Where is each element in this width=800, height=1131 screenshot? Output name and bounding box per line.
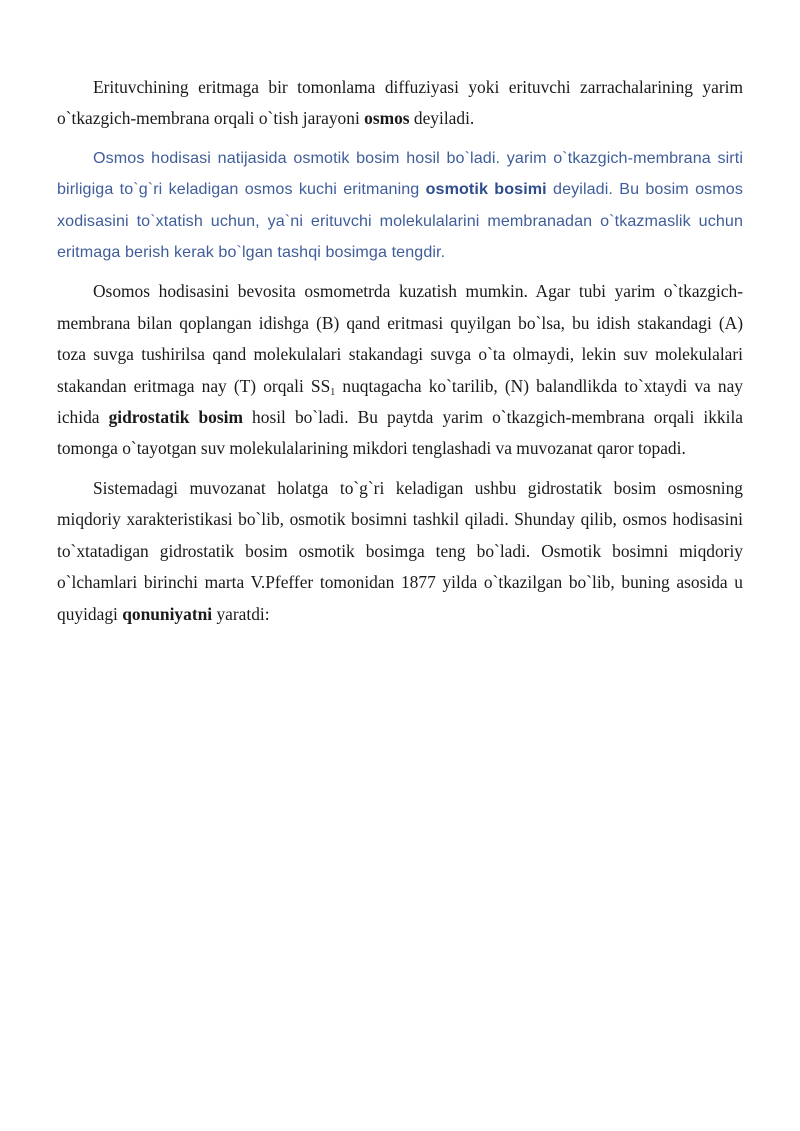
term-gidrostatik-bosim: gidrostatik bosim: [108, 407, 243, 428]
paragraph-osmometer: [57, 276, 743, 464]
term-osmos: osmos: [364, 108, 410, 129]
text-run: hosil bo`ladi. Bu paytda yarim o`tkazgich-membrana orqali ikkila tomonga o`tayotgan suv molekulalarining mikdori tenglashadi va muvozanat qaror topadi.: [57, 407, 743, 459]
text-run: Sistemadagi muvozanat holatga to`g`ri keladigan ushbu gidrostatik bosim osmosning miqdoriy xarakteristikasi bo`lib, osmotik bosimni tashkil qiladi. Shunday qilib, osmos hodisasini to`xtatadigan gidrostatik bosim osmotik bosimga teng bo`ladi. Osmotik bosimni miqdoriy o`lchamlari birinchi marta V.Pfeffer tomonidan 1877 yilda o`tkazilgan bo`lib, buning asosida u quyidagi: [57, 477, 743, 624]
paragraph-osmos-definition: [57, 72, 743, 135]
term-qonuniyatni: qonuniyatni: [122, 603, 213, 624]
subscript-1: 1: [330, 386, 336, 398]
text-run: Osomos hodisasini bevosita osmometrda kuzatish mumkin. Agar tubi yarim o`tkazgich-membrana bilan qoplangan idishga (B) qand eritmasi quyilgan bo`lsa, bu idish stakandagi (A) toza suvga tushirilsa qand molekulalari stakandagi suvga o`ta olmaydi, lekin suv molekulalari stakandan eritmaga nay (T) orqali SS: [57, 281, 743, 396]
text-run: Erituvchining eritmaga bir tomonlama diffuziyasi yoki erituvchi zarrachalarining yarim o`tkazgich-membrana orqali o`tish jarayoni: [57, 77, 743, 129]
text-run: deyiladi. Bu bosim osmos xodisasini to`xtatish uchun, ya`ni erituvchi molekulalarini membranadan o`tkazmaslik uchun eritmaga berish kerak bo`lgan tashqi bosimga tengdir.: [57, 180, 743, 262]
text-run: deyiladi.: [409, 108, 475, 129]
text-run: nuqtagacha ko`tarilib, (N) balandlikda to`xtaydi va nay ichida: [57, 375, 743, 428]
paragraph-osmotic-pressure: [57, 143, 743, 269]
text-run: Osmos hodisasi natijasida osmotik bosim hosil bo`ladi. yarim o`tkazgich-membrana sirti birligiga to`g`ri keladigan osmos kuchi eritmaning: [57, 148, 743, 199]
term-osmotik-bosimi: osmotik bosimi: [425, 180, 547, 199]
paragraph-pfeffer: [57, 473, 743, 630]
document-body: [57, 72, 743, 638]
text-run: yaratdi:: [212, 603, 270, 624]
